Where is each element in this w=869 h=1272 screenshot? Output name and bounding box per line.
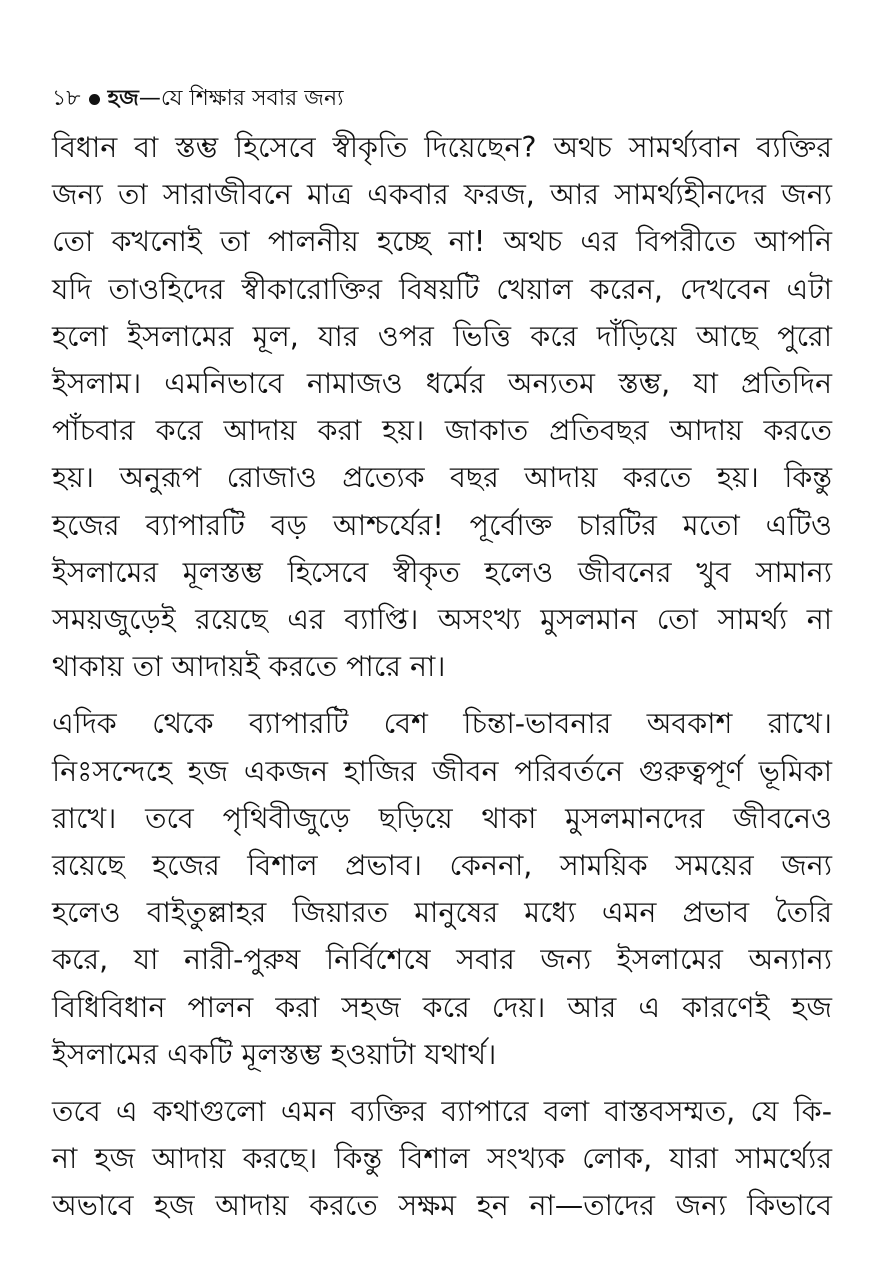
- text-line: জন্য তা সারাজীবনে মাত্র একবার ফরজ, আর সামর্থ্যহীনদের জন্য: [52, 178, 832, 212]
- text-line: অভাবে হজ আদায় করতে সক্ষম হন না—তাদের জন্য কিভাবে: [52, 1189, 832, 1223]
- text-line: তবে এ কথাগুলো এমন ব্যক্তির ব্যাপারে বলা বাস্তবসম্মত, যে কি-: [52, 1095, 832, 1129]
- text-line: না হজ আদায় করছে। কিন্তু বিশাল সংখ্যক লোক, যারা সামর্থ্যের: [52, 1142, 832, 1176]
- text-line: হলেও বাইতুল্লাহর জিয়ারত মানুষের মধ্যে এমন প্রভাব তৈরি: [52, 896, 832, 930]
- text-line: হজের ব্যাপারটি বড় আশ্চর্যের! পূর্বোক্ত চারটির মতো এটিও: [52, 508, 832, 542]
- book-subtitle: —যে শিক্ষার সবার জন্য: [138, 86, 344, 111]
- running-header: [52, 84, 343, 114]
- text-line: করে, যা নারী-পুরুষ নির্বিশেষে সবার জন্য ইসলামের অন্যান্য: [52, 943, 832, 977]
- body-text: [52, 124, 832, 1230]
- text-line: ইসলামের একটি মূলস্তম্ভ হওয়াটা যথার্থ।: [52, 1037, 497, 1071]
- text-line: এদিক থেকে ব্যাপারটি বেশ চিন্তা-ভাবনার অবকাশ রাখে।: [52, 707, 832, 741]
- text-line: হলো ইসলামের মূল, যার ওপর ভিত্তি করে দাঁড়িয়ে আছে পুরো: [52, 319, 832, 353]
- paragraph-1: [52, 124, 832, 690]
- text-line: রয়েছে হজের বিশাল প্রভাব। কেননা, সাময়িক সময়ের জন্য: [52, 849, 832, 883]
- text-line: ইসলাম। এমনিভাবে নামাজও ধর্মের অন্যতম স্তম্ভ, যা প্রতিদিন: [52, 367, 832, 401]
- paragraph-3: [52, 1088, 832, 1230]
- text-line: ইসলামের মূলস্তম্ভ হিসেবে স্বীকৃত হলেও জীবনের খুব সামান্য: [52, 555, 832, 589]
- text-line: বিধান বা স্তম্ভ হিসেবে স্বীকৃতি দিয়েছেন? অথচ সামর্থ্যবান ব্যক্তির: [52, 131, 832, 164]
- text-line: পাঁচবার করে আদায় করা হয়। জাকাত প্রতিবছর আদায় করতে: [52, 414, 832, 448]
- text-line: যদি তাওহিদের স্বীকারোক্তির বিষয়টি খেয়াল করেন, দেখবেন এটা: [52, 272, 832, 306]
- text-line: সময়জুড়েই রয়েছে এর ব্যাপ্তি। অসংখ্য মুসলমান তো সামর্থ্য না: [52, 603, 832, 637]
- text-line: রাখে। তবে পৃথিবীজুড়ে ছড়িয়ে থাকা মুসলমানদের জীবনেও: [52, 801, 832, 835]
- page-number: ১৮: [52, 86, 81, 111]
- bullet-icon: [89, 94, 100, 105]
- text-line: থাকায় তা আদায়ই করতে পারে না।: [52, 650, 446, 684]
- text-line: বিধিবিধান পালন করা সহজ করে দেয়। আর এ কারণেই হজ: [52, 990, 832, 1024]
- text-line: তো কখনোই তা পালনীয় হচ্ছে না! অথচ এর বিপরীতে আপনি: [52, 225, 832, 259]
- paragraph-2: [52, 700, 832, 1078]
- book-title: হজ: [107, 86, 139, 111]
- text-line: নিঃসন্দেহে হজ একজন হাজির জীবন পরিবর্তনে গুরুত্বপূর্ণ ভূমিকা: [52, 754, 832, 788]
- text-line: হয়। অনুরূপ রোজাও প্রত্যেক বছর আদায় করতে হয়। কিন্তু: [52, 461, 832, 495]
